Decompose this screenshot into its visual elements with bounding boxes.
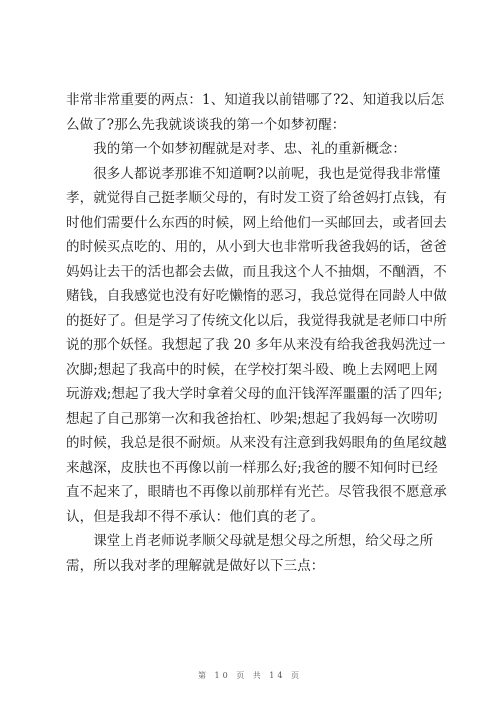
- text-line: 说的那个妖怪。我想起了我 20 多年从来没有给我爸我妈洗过一: [66, 337, 446, 353]
- text-line: 课堂上肖老师说孝顺父母就是想父母之所想，给父母之所: [66, 533, 434, 549]
- text-line: 次脚;想起了我高中的时候，在学校打架斗殴、晚上去网吧上网: [66, 361, 438, 378]
- text-line: 妈妈让去干的活也都会去做，而且我这个人不抽烟，不酗酒，不: [66, 263, 447, 280]
- text-line: 想起了自己那第一次和我爸抬杠、吵架;想起了我妈每一次唠叨: [66, 410, 438, 427]
- text-line: 需，所以我对孝的理解就是做好以下三点：: [66, 557, 325, 574]
- paragraph-teacher-quote: [66, 529, 439, 578]
- paragraph-intro: [66, 88, 445, 137]
- text-line: 非常非常重要的两点：1、知道我以前错哪了?2、知道我以后怎: [66, 92, 445, 108]
- text-line: 直不起来了，眼睛也不再像以前那样有光芒。尽管我很不愿意承: [66, 484, 447, 500]
- text-line: 来越深，皮肤也不再像以前一样那么好;我爸的腰不知何时已经: [66, 459, 438, 476]
- text-line: 赌钱，自我感觉也没有好吃懒惰的恶习，我总觉得在同龄人中做: [66, 288, 447, 304]
- text-line: 么做了?那么先我就谈谈我的第一个如梦初醒：: [66, 116, 346, 133]
- page-number-footer: 第 10 页 共 14 页: [197, 671, 303, 680]
- text-line: 的时候买点吃的、用的，从小到大也非常听我爸我妈的话，爸爸: [66, 239, 447, 255]
- text-line: 的挺好了。但是学习了传统文化以后，我觉得我就是老师口中所: [66, 312, 447, 329]
- text-line: 很多人都说孝那谁不知道啊?以前呢，我也是觉得我非常懂: [66, 165, 441, 182]
- text-line: 时他们需要什么东西的时候，网上给他们一买邮回去，或者回去: [66, 214, 447, 231]
- text-line: 的时候，我总是很不耐烦。从来没有注意到我妈眼角的鱼尾纹越: [66, 435, 447, 451]
- document-body: [66, 88, 447, 578]
- paragraph-first-awakening: [66, 137, 439, 162]
- text-line: 孝，就觉得自己挺孝顺父母的，有时发工资了给爸妈打点钱，有: [66, 190, 447, 206]
- paragraph-filial-piety: [66, 162, 447, 530]
- text-line: 我的第一个如梦初醒就是对孝、忠、礼的重新概念：: [66, 141, 406, 157]
- text-line: 认，但是我却不得不承认：他们真的老了。: [66, 508, 325, 525]
- text-line: 玩游戏;想起了我大学时拿着父母的血汗钱浑浑噩噩的活了四年;: [66, 386, 443, 402]
